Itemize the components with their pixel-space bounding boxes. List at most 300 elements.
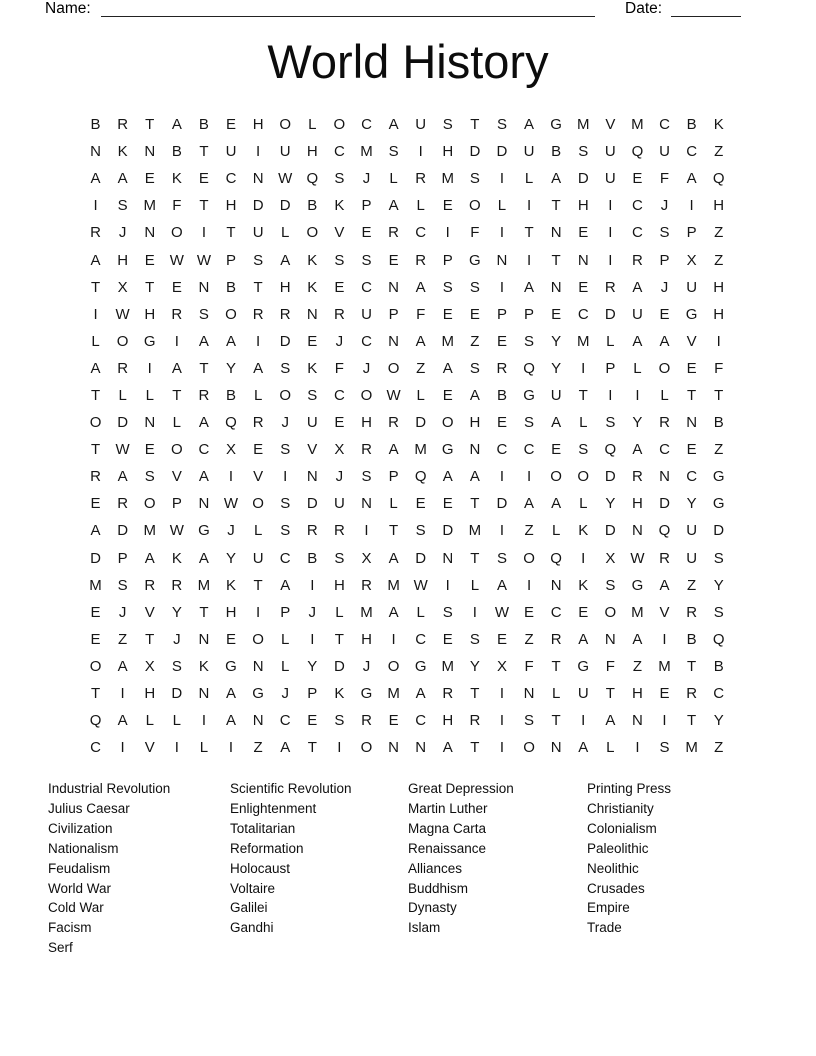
grid-cell: N bbox=[415, 739, 427, 757]
grid-cell: W bbox=[115, 305, 130, 323]
grid-cell: U bbox=[361, 305, 372, 323]
grid-cell: N bbox=[388, 739, 399, 757]
word-bank-column bbox=[48, 779, 230, 958]
grid-cell: R bbox=[333, 305, 345, 323]
grid-cell: I bbox=[716, 332, 721, 350]
grid-cell: W bbox=[630, 549, 645, 567]
grid-cell: N bbox=[550, 224, 562, 242]
grid-cell: S bbox=[388, 143, 399, 161]
grid-cell: N bbox=[144, 414, 156, 432]
grid-cell: L bbox=[281, 630, 290, 648]
grid-cell: S bbox=[280, 522, 291, 540]
grid-cell: U bbox=[333, 495, 345, 513]
grid-cell: A bbox=[388, 197, 399, 215]
grid-cell: H bbox=[279, 278, 291, 296]
grid-cell: I bbox=[526, 251, 532, 269]
grid-cell: P bbox=[307, 685, 318, 703]
grid-cell: Z bbox=[470, 332, 480, 350]
word-item: Galilei bbox=[230, 900, 268, 916]
grid-cell: O bbox=[360, 739, 373, 757]
grid-cell: X bbox=[334, 441, 345, 459]
grid-cell: N bbox=[496, 251, 508, 269]
grid-cell: E bbox=[144, 441, 155, 459]
grid-cell: S bbox=[605, 576, 616, 594]
grid-cell: Z bbox=[714, 739, 724, 757]
grid-cell: N bbox=[144, 143, 156, 161]
grid-cell: G bbox=[577, 657, 590, 675]
grid-cell: P bbox=[117, 549, 128, 567]
grid-cell: R bbox=[252, 414, 264, 432]
grid-cell: O bbox=[116, 332, 129, 350]
grid-cell: S bbox=[469, 359, 480, 377]
grid-cell: T bbox=[90, 386, 101, 404]
grid-cell: V bbox=[144, 739, 155, 757]
word-item: Civilization bbox=[48, 820, 113, 836]
grid-cell: T bbox=[145, 630, 155, 648]
grid-cell: K bbox=[307, 278, 318, 296]
grid-cell: P bbox=[442, 251, 453, 269]
grid-cell: M bbox=[360, 143, 373, 161]
grid-cell: G bbox=[685, 305, 698, 323]
grid-cell: S bbox=[334, 549, 345, 567]
grid-cell: R bbox=[333, 522, 345, 540]
grid-cell: P bbox=[171, 495, 182, 513]
grid-cell: J bbox=[281, 414, 289, 432]
grid-cell: E bbox=[90, 495, 101, 513]
word-item: Totalitarian bbox=[230, 820, 296, 836]
grid-cell: S bbox=[524, 332, 535, 350]
grid-cell: P bbox=[388, 305, 399, 323]
word-item: Renaissance bbox=[408, 840, 487, 856]
grid-cell: I bbox=[445, 576, 450, 594]
grid-cell: M bbox=[387, 576, 400, 594]
grid-cell: H bbox=[225, 197, 237, 215]
grid-cell: A bbox=[198, 332, 209, 350]
grid-cell: W bbox=[278, 170, 293, 188]
grid-cell: T bbox=[578, 386, 588, 404]
grid-cell: D bbox=[306, 495, 318, 513]
grid-cell: T bbox=[551, 657, 561, 675]
grid-cell: G bbox=[198, 522, 210, 540]
word-item: Empire bbox=[587, 900, 630, 916]
grid-cell: H bbox=[252, 116, 264, 134]
grid-cell: S bbox=[144, 468, 155, 486]
grid-cell: E bbox=[496, 414, 507, 432]
grid-cell: G bbox=[414, 657, 427, 675]
grid-cell: S bbox=[307, 386, 318, 404]
grid-cell: A bbox=[469, 468, 480, 486]
grid-cell: A bbox=[198, 468, 209, 486]
grid-cell: H bbox=[117, 251, 129, 269]
word-item: Islam bbox=[408, 920, 441, 936]
date-blank-line bbox=[671, 16, 741, 17]
grid-cell: P bbox=[388, 468, 399, 486]
grid-cell: Y bbox=[713, 712, 724, 730]
grid-cell: L bbox=[253, 522, 263, 540]
grid-cell: I bbox=[662, 712, 667, 730]
grid-cell: U bbox=[225, 143, 237, 161]
grid-cell: D bbox=[713, 522, 725, 540]
grid-cell: X bbox=[496, 657, 507, 675]
grid-cell: H bbox=[144, 305, 156, 323]
grid-cell: L bbox=[389, 170, 398, 188]
grid-cell: V bbox=[334, 224, 345, 242]
grid-cell: R bbox=[415, 170, 427, 188]
grid-cell: C bbox=[279, 712, 291, 730]
grid-cell: C bbox=[361, 332, 372, 350]
grid-cell: M bbox=[387, 685, 400, 703]
grid-cell: S bbox=[198, 305, 209, 323]
grid-cell: R bbox=[659, 414, 670, 432]
grid-cell: I bbox=[581, 549, 586, 567]
grid-cell: A bbox=[90, 170, 101, 188]
grid-cell: I bbox=[608, 197, 613, 215]
grid-cell: T bbox=[551, 197, 561, 215]
grid-cell: T bbox=[334, 630, 344, 648]
grid-cell: Y bbox=[469, 657, 480, 675]
grid-cell: O bbox=[89, 657, 102, 675]
grid-cell: I bbox=[581, 359, 586, 377]
grid-cell: G bbox=[441, 441, 454, 459]
grid-cell: L bbox=[551, 522, 561, 540]
grid-cell: L bbox=[579, 495, 588, 513]
grid-cell: Y bbox=[686, 495, 697, 513]
grid-cell: T bbox=[714, 386, 724, 404]
grid-cell: T bbox=[172, 386, 182, 404]
grid-cell: Q bbox=[631, 143, 644, 161]
grid-cell: N bbox=[442, 549, 454, 567]
grid-cell: L bbox=[389, 495, 398, 513]
grid-cell: F bbox=[605, 657, 615, 675]
grid-cell: T bbox=[226, 224, 236, 242]
grid-cell: P bbox=[226, 251, 237, 269]
grid-cell: L bbox=[470, 576, 480, 594]
grid-cell: C bbox=[225, 170, 237, 188]
grid-cell: B bbox=[198, 116, 209, 134]
grid-cell: I bbox=[391, 630, 396, 648]
grid-cell: S bbox=[415, 522, 426, 540]
grid-cell: S bbox=[469, 630, 480, 648]
grid-cell: J bbox=[660, 278, 669, 296]
grid-cell: P bbox=[280, 603, 291, 621]
grid-cell: T bbox=[388, 522, 399, 540]
grid-cell: O bbox=[387, 657, 400, 675]
grid-cell: R bbox=[686, 603, 698, 621]
grid-cell: G bbox=[469, 251, 481, 269]
grid-cell: Q bbox=[658, 522, 671, 540]
grid-cell: T bbox=[687, 712, 697, 730]
grid-cell: A bbox=[253, 359, 264, 377]
grid-cell: M bbox=[143, 522, 156, 540]
grid-cell: A bbox=[117, 468, 128, 486]
grid-cell: N bbox=[388, 332, 399, 350]
grid-cell: I bbox=[174, 739, 179, 757]
grid-cell: W bbox=[223, 495, 239, 513]
grid-cell: C bbox=[333, 386, 345, 404]
grid-cell: U bbox=[279, 143, 291, 161]
grid-cell: E bbox=[90, 630, 101, 648]
grid-cell: B bbox=[686, 116, 697, 134]
grid-cell: A bbox=[226, 712, 237, 730]
grid-cell: S bbox=[442, 603, 453, 621]
grid-cell: H bbox=[632, 495, 643, 513]
grid-cell: N bbox=[469, 441, 481, 459]
grid-cell: O bbox=[604, 603, 617, 621]
word-item: Christianity bbox=[587, 800, 654, 816]
grid-cell: T bbox=[605, 685, 615, 703]
word-item: Voltaire bbox=[230, 880, 276, 896]
grid-cell: T bbox=[90, 441, 101, 459]
grid-cell: P bbox=[659, 251, 670, 269]
word-item: World War bbox=[48, 880, 112, 896]
grid-cell: A bbox=[551, 414, 562, 432]
grid-cell: K bbox=[117, 143, 128, 161]
grid-cell: E bbox=[144, 170, 155, 188]
grid-cell: F bbox=[416, 305, 426, 323]
grid-cell: I bbox=[581, 712, 586, 730]
grid-cell: Y bbox=[307, 657, 318, 675]
grid-cell: A bbox=[551, 495, 562, 513]
grid-cell: A bbox=[280, 251, 291, 269]
grid-cell: I bbox=[147, 359, 152, 377]
grid-cell: A bbox=[388, 116, 399, 134]
grid-cell: C bbox=[632, 197, 643, 215]
grid-cell: S bbox=[361, 468, 372, 486]
grid-cell: I bbox=[662, 630, 667, 648]
grid-cell: B bbox=[226, 386, 237, 404]
grid-cell: H bbox=[442, 143, 454, 161]
grid-cell: E bbox=[442, 305, 453, 323]
grid-cell: U bbox=[604, 143, 616, 161]
grid-cell: B bbox=[713, 657, 724, 675]
grid-cell: O bbox=[143, 495, 156, 513]
grid-cell: B bbox=[226, 278, 237, 296]
grid-cell: G bbox=[360, 685, 373, 703]
grid-cell: D bbox=[117, 522, 129, 540]
grid-cell: Z bbox=[687, 576, 697, 594]
grid-cell: N bbox=[252, 657, 264, 675]
grid-cell: T bbox=[90, 278, 101, 296]
grid-cell: C bbox=[550, 603, 562, 621]
grid-cell: S bbox=[713, 603, 724, 621]
word-item: Scientific Revolution bbox=[230, 781, 352, 796]
grid-cell: R bbox=[90, 224, 101, 242]
word-item: Reformation bbox=[230, 840, 304, 856]
grid-cell: A bbox=[442, 468, 453, 486]
grid-cell: A bbox=[632, 278, 643, 296]
grid-cell: R bbox=[117, 359, 129, 377]
grid-cell: S bbox=[578, 143, 589, 161]
grid-cell: L bbox=[281, 657, 290, 675]
grid-cell: D bbox=[415, 414, 427, 432]
grid-cell: N bbox=[361, 495, 372, 513]
grid-cell: L bbox=[606, 739, 615, 757]
grid-cell: K bbox=[334, 685, 345, 703]
grid-cell: B bbox=[307, 197, 318, 215]
grid-cell: R bbox=[388, 414, 399, 432]
grid-cell: I bbox=[499, 278, 505, 296]
word-bank bbox=[48, 779, 747, 958]
grid-cell: E bbox=[659, 685, 670, 703]
grid-cell: W bbox=[196, 251, 211, 269]
grid-cell: E bbox=[144, 251, 155, 269]
grid-cell: U bbox=[306, 414, 318, 432]
grid-cell: O bbox=[469, 197, 481, 215]
grid-cell: N bbox=[306, 305, 318, 323]
grid-cell: M bbox=[441, 657, 455, 675]
grid-cell: A bbox=[117, 712, 128, 730]
grid-cell: N bbox=[198, 278, 210, 296]
grid-cell: S bbox=[469, 278, 480, 296]
grid-cell: G bbox=[523, 386, 535, 404]
grid-cell: F bbox=[172, 197, 182, 215]
grid-cell: H bbox=[225, 603, 237, 621]
grid-cell: E bbox=[307, 712, 318, 730]
grid-cell: T bbox=[470, 495, 480, 513]
grid-cell: J bbox=[118, 224, 127, 242]
grid-cell: E bbox=[632, 170, 643, 188]
grid-cell: I bbox=[310, 630, 315, 648]
grid-cell: S bbox=[713, 549, 724, 567]
grid-cell: U bbox=[550, 386, 562, 404]
word-bank-column bbox=[230, 779, 408, 958]
grid-cell: Z bbox=[714, 224, 724, 242]
grid-cell: L bbox=[416, 197, 425, 215]
name-blank-line bbox=[101, 16, 595, 17]
grid-cell: A bbox=[632, 332, 643, 350]
grid-cell: V bbox=[686, 332, 697, 350]
grid-cell: C bbox=[632, 224, 643, 242]
grid-cell: A bbox=[280, 739, 291, 757]
grid-cell: T bbox=[199, 603, 209, 621]
grid-cell: O bbox=[577, 468, 590, 486]
grid-cell: W bbox=[169, 251, 184, 269]
grid-cell: O bbox=[279, 386, 292, 404]
word-item: Neolithic bbox=[587, 860, 639, 876]
grid-cell: V bbox=[659, 603, 670, 621]
grid-cell: I bbox=[499, 522, 505, 540]
word-item: Magna Carta bbox=[408, 820, 487, 836]
grid-cell: I bbox=[256, 143, 261, 161]
grid-cell: J bbox=[335, 332, 344, 350]
grid-cell: R bbox=[198, 386, 210, 404]
grid-cell: L bbox=[199, 739, 209, 757]
grid-cell: N bbox=[632, 712, 643, 730]
grid-cell: L bbox=[335, 603, 344, 621]
grid-cell: T bbox=[551, 251, 561, 269]
grid-cell: C bbox=[713, 685, 725, 703]
grid-cell: Q bbox=[712, 630, 725, 648]
grid-cell: L bbox=[524, 170, 534, 188]
grid-cell: X bbox=[361, 549, 372, 567]
name-label: Name: bbox=[45, 0, 91, 17]
grid-cell: E bbox=[442, 630, 453, 648]
grid-cell: D bbox=[442, 522, 454, 540]
grid-cell: A bbox=[90, 522, 101, 540]
grid-cell: M bbox=[360, 603, 373, 621]
grid-cell: I bbox=[526, 468, 532, 486]
grid-cell: A bbox=[198, 414, 209, 432]
grid-cell: Z bbox=[714, 143, 724, 161]
grid-cell: P bbox=[524, 305, 535, 323]
grid-cell: B bbox=[713, 414, 724, 432]
grid-cell: R bbox=[686, 685, 698, 703]
grid-cell: X bbox=[605, 549, 616, 567]
grid-cell: J bbox=[660, 197, 669, 215]
grid-cell: G bbox=[252, 685, 264, 703]
grid-cell: D bbox=[279, 332, 291, 350]
grid-cell: B bbox=[551, 143, 562, 161]
grid-cell: W bbox=[386, 386, 401, 404]
grid-cell: G bbox=[225, 657, 237, 675]
grid-cell: D bbox=[659, 495, 670, 513]
grid-cell: C bbox=[198, 441, 210, 459]
grid-cell: E bbox=[659, 305, 670, 323]
grid-cell: R bbox=[171, 305, 183, 323]
grid-cell: I bbox=[635, 386, 640, 404]
grid-cell: Y bbox=[226, 549, 237, 567]
grid-cell: R bbox=[659, 549, 670, 567]
grid-cell: S bbox=[659, 739, 670, 757]
word-item: Dynasty bbox=[408, 900, 457, 916]
grid-cell: G bbox=[550, 116, 562, 134]
grid-cell: I bbox=[228, 739, 234, 757]
word-item: Alliances bbox=[408, 860, 463, 876]
grid-cell: F bbox=[524, 657, 534, 675]
grid-cell: Y bbox=[171, 603, 182, 621]
grid-cell: S bbox=[442, 278, 453, 296]
grid-cell: E bbox=[551, 305, 562, 323]
grid-cell: Z bbox=[632, 657, 642, 675]
grid-cell: R bbox=[632, 468, 643, 486]
grid-cell: Z bbox=[416, 359, 426, 377]
grid-cell: U bbox=[252, 224, 264, 242]
word-bank-column bbox=[587, 779, 747, 958]
grid-cell: R bbox=[604, 278, 616, 296]
grid-cell: K bbox=[334, 197, 345, 215]
grid-cell: A bbox=[578, 739, 589, 757]
grid-cell: T bbox=[470, 739, 480, 757]
word-item: Gandhi bbox=[230, 920, 274, 936]
grid-cell: S bbox=[524, 414, 535, 432]
grid-cell: N bbox=[388, 278, 399, 296]
grid-cell: A bbox=[659, 332, 670, 350]
grid-cell: N bbox=[659, 468, 670, 486]
grid-cell: E bbox=[578, 603, 589, 621]
grid-cell: N bbox=[252, 170, 264, 188]
grid-cell: C bbox=[333, 143, 345, 161]
grid-cell: F bbox=[714, 359, 724, 377]
grid-cell: C bbox=[496, 441, 508, 459]
grid-cell: A bbox=[605, 712, 616, 730]
grid-cell: R bbox=[279, 305, 291, 323]
grid-cell: E bbox=[686, 359, 697, 377]
grid-cell: W bbox=[115, 441, 130, 459]
grid-cell: N bbox=[550, 278, 562, 296]
grid-cell: U bbox=[659, 143, 670, 161]
grid-cell: A bbox=[117, 170, 128, 188]
grid-cell: I bbox=[310, 576, 315, 594]
grid-cell: Q bbox=[550, 549, 562, 567]
grid-cell: D bbox=[279, 197, 291, 215]
grid-cell: O bbox=[252, 495, 264, 513]
grid-cell: V bbox=[144, 603, 155, 621]
grid-cell: P bbox=[361, 197, 372, 215]
grid-cell: U bbox=[604, 170, 616, 188]
grid-cell: C bbox=[415, 630, 427, 648]
grid-cell: R bbox=[171, 576, 183, 594]
grid-cell: E bbox=[551, 441, 562, 459]
